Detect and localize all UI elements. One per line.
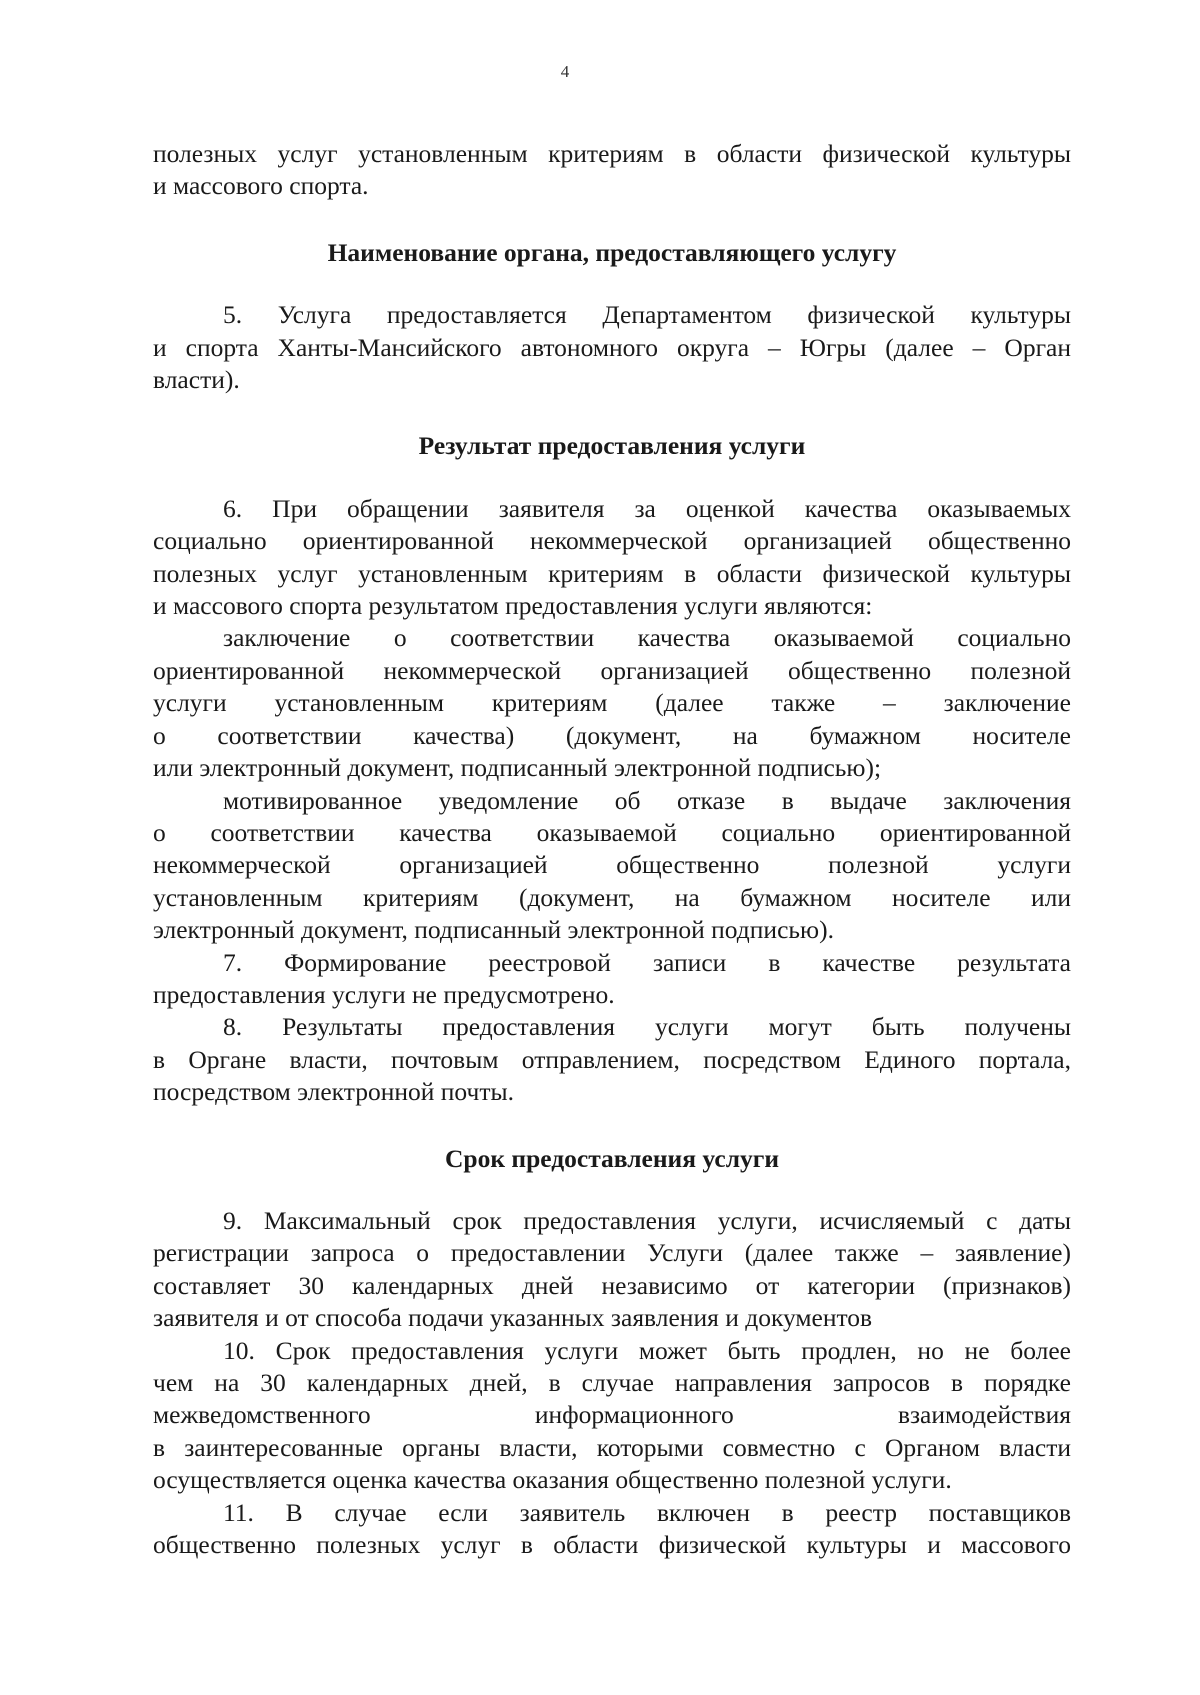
paragraph-11 (153, 1497, 1071, 1562)
paragraph-9 (153, 1205, 1071, 1335)
text-line: полезных услуг установленным критериям в области физической культуры (153, 139, 1071, 168)
paragraph-6-item-conclusion (153, 622, 1071, 784)
text-line: полезных услуг установленным критериям в области физической культуры (153, 558, 1071, 588)
section-heading: Наименование органа, предоставляющего услугу (327, 237, 897, 267)
text-line: 10. Срок предоставления услуги может быть продлен, но не более (223, 1335, 1071, 1365)
text-line: предоставления услуги не предусмотрено. (153, 979, 615, 1009)
paragraph-8 (153, 1011, 1071, 1108)
text-line: 11. В случае если заявитель включен в реестр поставщиков (223, 1497, 1071, 1527)
text-line: услуги установленным критериям (далее также – заключение (153, 688, 1071, 718)
text-line: или электронный документ, подписанный электронной подписью); (153, 753, 882, 783)
text-line: установленным критериям (документ, на бумажном носителе или (153, 882, 1071, 912)
text-line: межведомственного информационного взаимодействия (153, 1400, 1071, 1430)
text-line: общественно полезных услуг в области физической культуры и массового (153, 1530, 1071, 1560)
intro-paragraph (153, 138, 1071, 203)
text-line: 8. Результаты предоставления услуги могут быть получены (223, 1012, 1071, 1042)
text-line: мотивированное уведомление об отказе в выдаче заключения (223, 785, 1071, 815)
text-line: ориентированной некоммерческой организацией общественно полезной (153, 655, 1071, 685)
text-line: осуществляется оценка качества оказания общественно полезной услуги. (153, 1465, 952, 1495)
text-line: 6. При обращении заявителя за оценкой качества оказываемых (223, 493, 1071, 523)
text-line: и спорта Ханты-Мансийского автономного округа – Югры (далее – Орган (153, 332, 1071, 362)
text-line: электронный документ, подписанный электронной подписью). (153, 915, 834, 945)
text-line: 7. Формирование реестровой записи в качестве результата (223, 947, 1071, 977)
section-heading: Результат предоставления услуги (418, 431, 806, 461)
text-line: составляет 30 календарных дней независимо от категории (признаков) (153, 1270, 1071, 1300)
document-body (153, 138, 1071, 1561)
text-line: в Органе власти, почтовым отправлением, посредством Единого портала, (153, 1044, 1071, 1074)
paragraph-5 (153, 299, 1071, 396)
text-line: социально ориентированной некоммерческой организацией общественно (153, 526, 1071, 556)
text-line: заключение о соответствии качества оказываемой социально (223, 623, 1071, 653)
text-line: и массового спорта. (153, 171, 369, 201)
text-line: и массового спорта результатом предоставления услуги являются: (153, 591, 873, 621)
section-heading: Срок предоставления услуги (444, 1143, 780, 1173)
text-line: некоммерческой организацией общественно полезной услуги (153, 850, 1071, 880)
text-line: посредством электронной почты. (153, 1077, 514, 1107)
text-line: власти). (153, 365, 240, 395)
paragraph-10 (153, 1335, 1071, 1497)
text-line: заявителя и от способа подачи указанных заявления и документов (153, 1303, 873, 1333)
text-line: о соответствии качества) (документ, на бумажном носителе (153, 720, 1071, 750)
paragraph-6 (153, 493, 1071, 623)
paragraph-6-item-refusal (153, 785, 1071, 947)
text-line: в заинтересованные органы власти, которыми совместно с Органом власти (153, 1432, 1071, 1462)
text-line: 9. Максимальный срок предоставления услуги, исчисляемый с даты (223, 1205, 1071, 1235)
text-line: 5. Услуга предоставляется Департаментом физической культуры (223, 300, 1071, 330)
text-line: регистрации запроса о предоставлении Услуги (далее также – заявление) (153, 1238, 1071, 1268)
paragraph-7 (153, 947, 1071, 1012)
text-line: о соответствии качества оказываемой социально ориентированной (153, 817, 1071, 847)
text-line: чем на 30 календарных дней, в случае направления запросов в порядке (153, 1368, 1071, 1397)
page-number: 4 (560, 62, 570, 81)
